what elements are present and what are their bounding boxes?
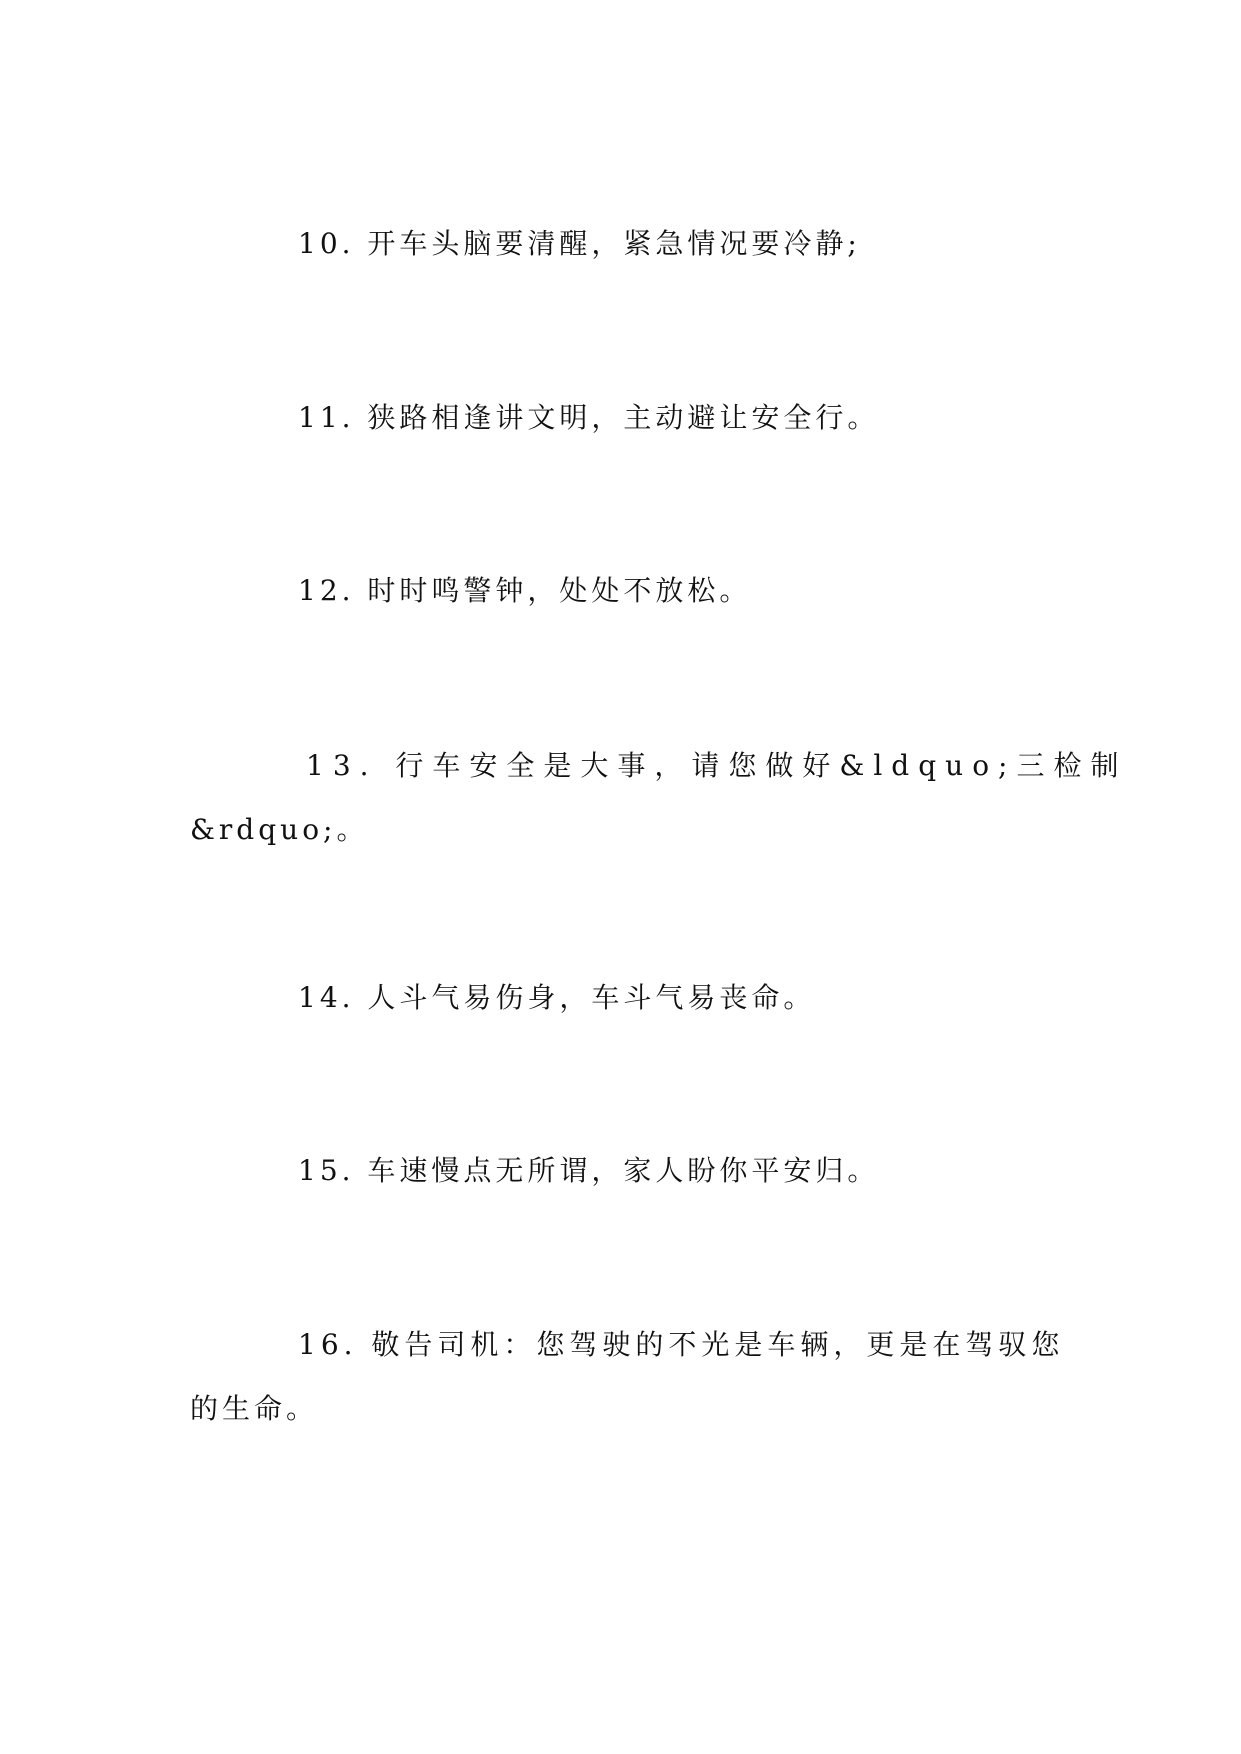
paragraph-13 [190, 734, 1128, 862]
paragraph-line: 13. 行车安全是大事，请您做好&ldquo;三检制 [306, 749, 1128, 782]
paragraph-line: 的生命。 [190, 1392, 319, 1425]
paragraph-line: 11. 狭路相逢讲文明，主动避让安全行。 [298, 401, 880, 434]
paragraph-14 [190, 966, 1050, 1030]
paragraph-11 [190, 386, 1050, 450]
paragraph-line: 10. 开车头脑要清醒，紧急情况要冷静; [298, 227, 861, 260]
paragraph-10 [190, 212, 1050, 276]
paragraph-15 [190, 1139, 1050, 1203]
paragraph-line: 14. 人斗气易伤身，车斗气易丧命。 [298, 981, 816, 1014]
paragraph-16 [190, 1313, 1065, 1441]
paragraph-line: &rdquo;。 [190, 813, 369, 846]
paragraph-line: 16. 敬告司机：您驾驶的不光是车辆，更是在驾驭您 [298, 1328, 1065, 1361]
paragraph-line: 15. 车速慢点无所谓，家人盼你平安归。 [298, 1154, 880, 1187]
paragraph-line: 12. 时时鸣警钟，处处不放松。 [298, 574, 752, 607]
paragraph-12 [190, 559, 1050, 623]
